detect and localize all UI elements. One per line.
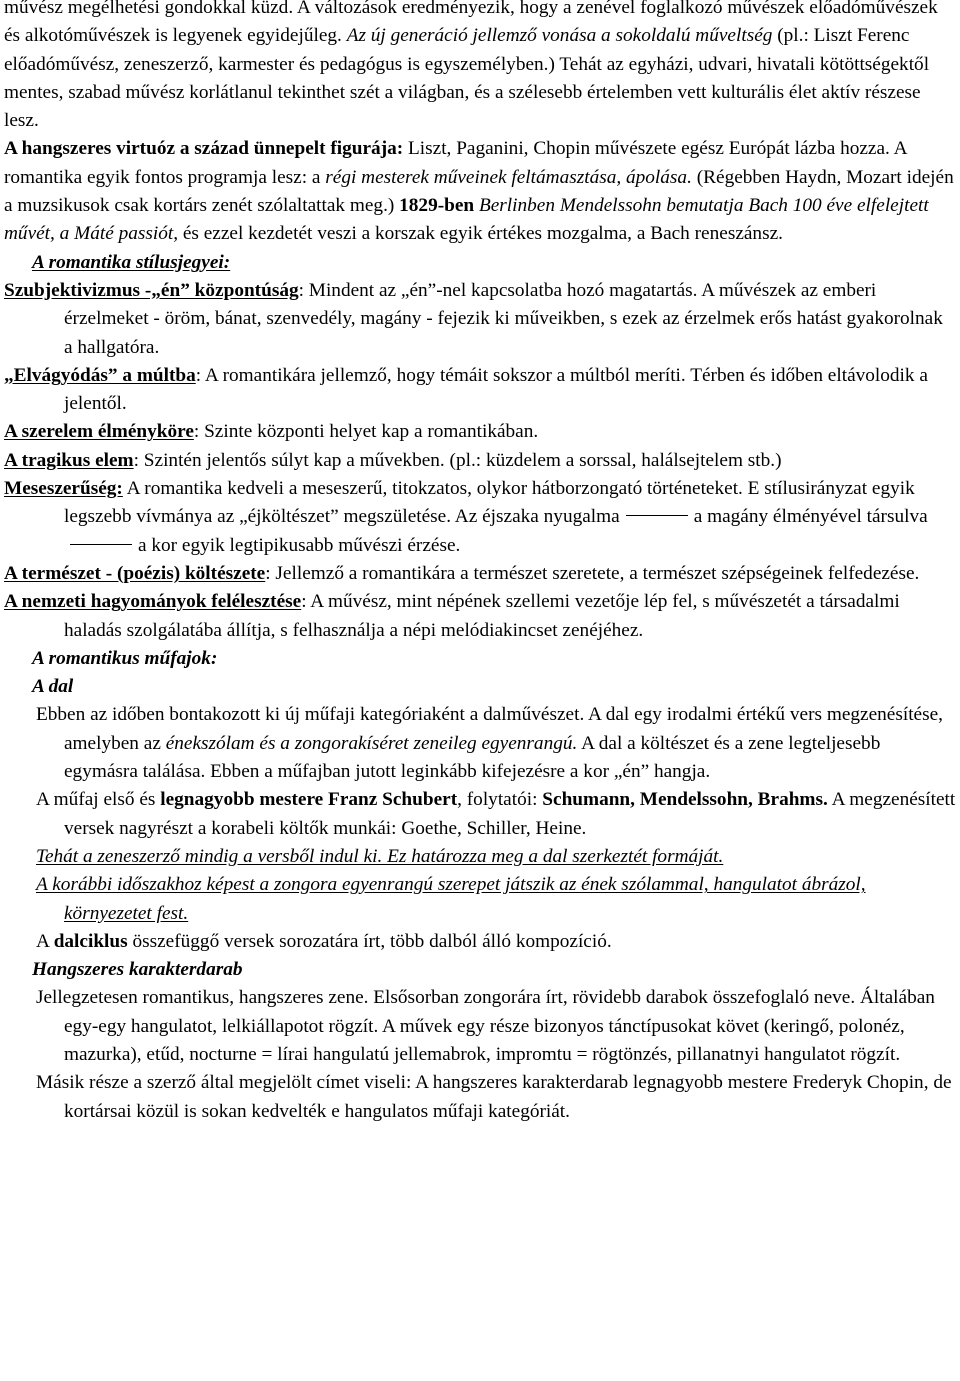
trait-text: a kor egyik legtipikusabb művészi érzése.	[138, 534, 461, 556]
section-heading-genres: A romantikus műfajok:	[32, 647, 218, 669]
text: , folytatói:	[457, 789, 543, 811]
trait-text: a magány élményével társulva	[693, 506, 928, 528]
trait-term: „Elvágyódás” a múltba	[4, 364, 196, 386]
paragraph-song-cycle	[4, 928, 956, 956]
trait-longing	[4, 362, 956, 419]
trait-term: A természet - (poézis) költészete	[4, 562, 266, 584]
paragraph-song-piano	[4, 871, 956, 928]
section-heading-style-traits	[4, 249, 956, 277]
trait-text: : Jellemző a romantikára a természet szeretete, a természet szépségeinek felfedezése.	[265, 562, 920, 584]
trait-term: A tragikus elem	[4, 449, 134, 471]
text: Ebben az időben bontakozott ki új műfaji kategóriaként a dalművészet. A dal egy irodalmi értékű vers megzenésítése, amelyben az	[36, 704, 943, 754]
trait-national-traditions	[4, 588, 956, 645]
text: (Régebben Haydn, Mozart idején a muzsikusok csak kortárs zenét szólaltattak meg.)	[4, 166, 954, 217]
trait-term: A nemzeti hagyományok felélesztése	[4, 591, 302, 613]
bold-text: 1829-ben	[399, 195, 475, 217]
text: Liszt, Paganini, Chopin művészete egész Európát lázba hozza. A romantika egyik fontos programja lesz: a	[4, 138, 907, 188]
italic-text: énekszólam és a zongorakíséret zeneileg egyenrangú.	[165, 732, 578, 754]
trait-love	[4, 418, 956, 446]
trait-text: : Szintén jelentős súlyt kap a művekben. (pl.: küzdelem a sorssal, halálsejtelem stb.)	[133, 449, 782, 471]
trait-text: A romantika kedveli a meseszerű, titokzatos, olykor hátborzongató történeteket. E stílusirányzat egyik legszebb vívmánya az „éjköltészet” megszületése. Az éjszaka nyugalma	[64, 478, 915, 528]
italic-text: Az új generáció jellemző vonása a sokoldalú műveltség	[346, 25, 773, 47]
paragraph-virtuoso	[4, 135, 956, 248]
trait-text: : Mindent az „én”-nel kapcsolatba hozó magatartás. A művészek az emberi érzelmeket - öröm, bánat, szenvedély, magány - fejezik ki műveikben, s ezek az érzelmek erős hatást gyakorolnak a hallgatóra.	[64, 279, 943, 358]
paragraph-song-masters	[4, 786, 956, 843]
paragraph-character-piece-2: Másik része a szerző által megjelölt címet viseli: A hangszeres karakterdarab legnagyobb mestere Frederyk Chopin, de kortársai közül is sokan kedvelték e hangulatos műfaji kategóriát.	[36, 1072, 952, 1122]
text: A műfaj első és	[36, 789, 161, 811]
paragraph-song-intro	[4, 701, 956, 786]
bold-text: Schumann, Mendelssohn, Brahms.	[542, 789, 828, 811]
trait-term: Meseszerűség:	[4, 478, 123, 500]
italic-text: Berlinben Mendelssohn bemutatja Bach 100 éve elfelejtett művét, a Máté passiót,	[4, 195, 929, 245]
paragraph-song-form	[4, 843, 956, 871]
text: és ezzel kezdetét veszi a korszak egyik értékes mozgalma, a Bach reneszánsz.	[178, 223, 783, 245]
text: (pl.: Liszt Ferenc előadóművész, zeneszerző, karmester és pedagógus is egyszemélyben.) Tehát az egyházi, udvari, hivatali kötöttségektől mentes, szabad művész korlátlanul tekinthet szét a világban, és a szélesebb értelemben vett kulturális élet aktív részese lesz.	[4, 25, 930, 132]
heading-text: A romantika stílusjegyei:	[32, 251, 231, 273]
italic-underlined-text: A korábbi időszakhoz képest a zongora egyenrangú szerepet játszik az ének szólammal, hangulatot ábrázol, környezetet fest.	[36, 874, 866, 924]
bold-text: legnagyobb mestere Franz Schubert	[160, 789, 458, 811]
subheading-song: A dal	[32, 676, 74, 698]
bold-text: A hangszeres virtuóz a század ünnepelt figurája:	[4, 138, 404, 160]
italic-text: régi mesterek műveinek feltámasztása, ápolása.	[325, 166, 692, 188]
trait-text: : Szinte központi helyet kap a romantikában.	[193, 421, 539, 443]
text: A	[36, 930, 54, 952]
trait-fairytale	[4, 475, 956, 560]
trait-subjectivism	[4, 277, 956, 362]
trait-term: Szubjektivizmus -„én” központúság	[4, 279, 299, 301]
em-dash-line	[626, 515, 688, 516]
trait-text: : A romantikára jellemző, hogy témáit sokszor a múltból meríti. Térben és időben eltávolodik a jelentől.	[64, 364, 928, 415]
trait-tragic	[4, 447, 956, 475]
italic-underlined-text: Tehát a zeneszerző mindig a versből indul ki. Ez határozza meg a dal szerkeztét formáját.	[36, 845, 724, 867]
text: művész megélhetési gondokkal küzd. A változások eredményezik, hogy a zenével foglalkozó művészek előadóművészek és alkotóművészek is legyenek egyidejűleg.	[4, 0, 938, 47]
bold-text: dalciklus	[53, 930, 128, 952]
subheading-character-piece: Hangszeres karakterdarab	[32, 959, 243, 981]
em-dash-line	[70, 544, 132, 545]
text: A megzenésített versek nagyrészt a korabeli költők munkái: Goethe, Schiller, Heine.	[64, 789, 956, 839]
trait-text: : A művész, mint népének szellemi vezetője lép fel, s művészetét a társadalmi haladás szolgálatába állítja, s felhasználja a népi melódiakincset zenéjéhez.	[64, 591, 900, 641]
paragraph-artist-generation	[4, 0, 956, 135]
text: összefüggő versek sorozatára írt, több dalból álló kompozíció.	[127, 930, 612, 952]
trait-term: A szerelem élményköre	[4, 421, 194, 443]
paragraph-character-piece-1: Jellegzetesen romantikus, hangszeres zene. Elsősorban zongorára írt, rövidebb darabok összefoglaló neve. Általában egy-egy hangulatot, lelkiállapotot rögzít. A művek egy része bizonyos tánctípusokat követ (keringő, polonéz, mazurka), etűd, nocturne = lírai hangulatú jellemabrok, impromtu = rögtönzés, pillanatnyi hangulatot rögzít.	[36, 987, 935, 1065]
trait-nature	[4, 560, 956, 588]
text: A dal a költészet és a zene legteljesebb egymásra találása. Ebben a műfajban jutott leginkább kifejezésre a kor „én” hangja.	[64, 732, 881, 783]
